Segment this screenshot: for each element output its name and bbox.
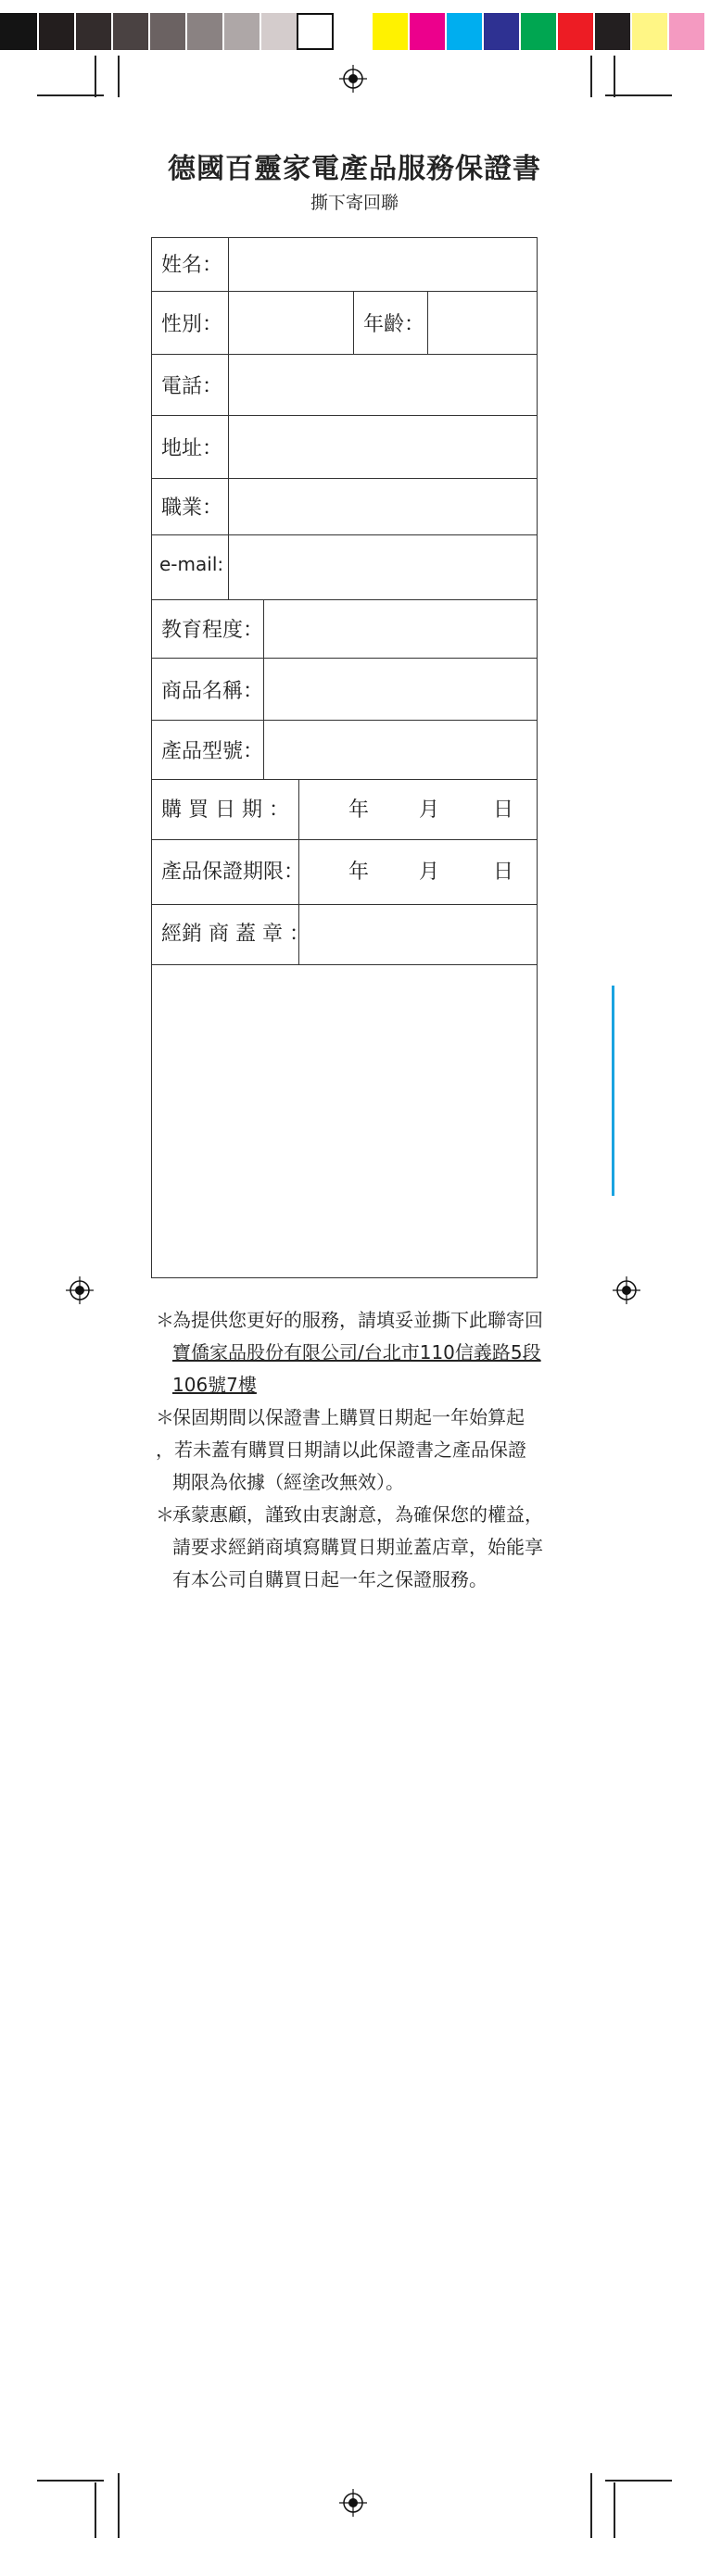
education-label: 教育程度： xyxy=(161,619,264,642)
color-swatch xyxy=(74,13,111,50)
color-swatch xyxy=(148,13,185,50)
age-label: 年齡： xyxy=(363,313,425,336)
warranty-form xyxy=(151,237,538,1278)
purchase-date-field[interactable] xyxy=(300,781,537,838)
color-swatch xyxy=(260,13,297,50)
name-label: 姓名： xyxy=(161,254,223,277)
product-model-field[interactable] xyxy=(265,722,537,778)
gender-field[interactable] xyxy=(230,293,352,353)
color-swatch xyxy=(593,13,630,50)
note-item: ＊ 保固期間以保證書上購買日期起一年始算起 ，若未蓋有購買日期請以此保證書之產品保證 期限為依據（經塗改無效）。 xyxy=(156,1401,545,1499)
product-name-label: 商品名稱： xyxy=(161,680,264,703)
name-field[interactable] xyxy=(230,238,537,290)
color-swatch xyxy=(371,13,408,50)
gender-label: 性別： xyxy=(161,313,223,336)
note-bullet: ＊ xyxy=(156,1309,174,1331)
note-item: ＊ 為提供您更好的服務，請填妥並撕下此聯寄回 寶僑家品股份有限公司/台北市110信義路5段 106號7樓 xyxy=(156,1304,545,1401)
phone-field[interactable] xyxy=(230,356,537,414)
email-label: e-mail: xyxy=(159,553,224,575)
note-bullet: ＊ xyxy=(156,1406,174,1428)
crop-mark xyxy=(95,56,96,97)
color-swatch xyxy=(519,13,556,50)
color-swatch xyxy=(0,13,37,50)
address-label: 地址： xyxy=(161,437,223,460)
color-swatch xyxy=(37,13,74,50)
crop-mark xyxy=(605,94,672,96)
crop-mark xyxy=(37,2480,104,2482)
product-name-field[interactable] xyxy=(265,660,537,719)
dealer-stamp-field[interactable] xyxy=(300,906,537,963)
warranty-day: 日 xyxy=(493,861,514,884)
crop-mark xyxy=(614,56,615,97)
registration-mark-icon xyxy=(339,65,367,93)
crop-mark xyxy=(605,2480,672,2482)
crop-mark xyxy=(95,2482,96,2538)
email-field[interactable] xyxy=(230,536,537,598)
purchase-month: 月 xyxy=(419,798,440,822)
color-swatch xyxy=(630,13,667,50)
color-swatch xyxy=(297,13,334,50)
age-field[interactable] xyxy=(429,293,537,353)
dealer-stamp-label: 經銷 商 蓋 章 ： xyxy=(161,923,310,946)
color-swatch xyxy=(334,13,371,50)
address-field[interactable] xyxy=(230,417,537,477)
registration-mark-icon xyxy=(613,1276,640,1304)
color-swatch xyxy=(185,13,222,50)
document-title: 德國百靈家電產品服務保證書 xyxy=(168,153,541,185)
color-swatch xyxy=(408,13,445,50)
purchase-year: 年 xyxy=(348,798,370,822)
purchase-day: 日 xyxy=(493,798,514,822)
crop-mark xyxy=(590,2473,592,2538)
fold-marker xyxy=(612,986,614,1196)
document-subtitle: 撕下寄回聯 xyxy=(310,193,399,213)
warranty-period-field[interactable] xyxy=(300,841,537,903)
warranty-period-label: 產品保證期限： xyxy=(161,861,305,884)
occupation-label: 職業： xyxy=(161,496,223,520)
purchase-date-label: 購 買 日 期 ： xyxy=(161,798,289,822)
occupation-field[interactable] xyxy=(230,480,537,534)
note-bullet: ＊ xyxy=(156,1503,174,1526)
product-model-label: 產品型號： xyxy=(161,740,264,763)
crop-mark xyxy=(614,2482,615,2538)
stamp-area[interactable] xyxy=(152,966,537,1277)
crop-mark xyxy=(118,2473,120,2538)
crop-mark xyxy=(590,56,592,97)
note-item: ＊ 承蒙惠顧，謹致由衷謝意，為確保您的權益， 請要求經銷商填寫購買日期並蓋店章，始能享 有本公司自購買日起一年之保證服務。 xyxy=(156,1499,545,1596)
color-calibration-bar xyxy=(0,13,704,50)
color-swatch xyxy=(667,13,704,50)
education-field[interactable] xyxy=(265,601,537,657)
color-swatch xyxy=(445,13,482,50)
color-swatch xyxy=(556,13,593,50)
color-swatch xyxy=(482,13,519,50)
registration-mark-icon xyxy=(66,1276,94,1304)
color-swatch xyxy=(111,13,148,50)
crop-mark xyxy=(118,56,120,97)
notes-section xyxy=(156,1304,545,1596)
warranty-year: 年 xyxy=(348,861,370,884)
color-swatch xyxy=(222,13,260,50)
phone-label: 電話： xyxy=(161,375,223,398)
registration-mark-icon xyxy=(339,2489,367,2517)
warranty-month: 月 xyxy=(419,861,440,884)
